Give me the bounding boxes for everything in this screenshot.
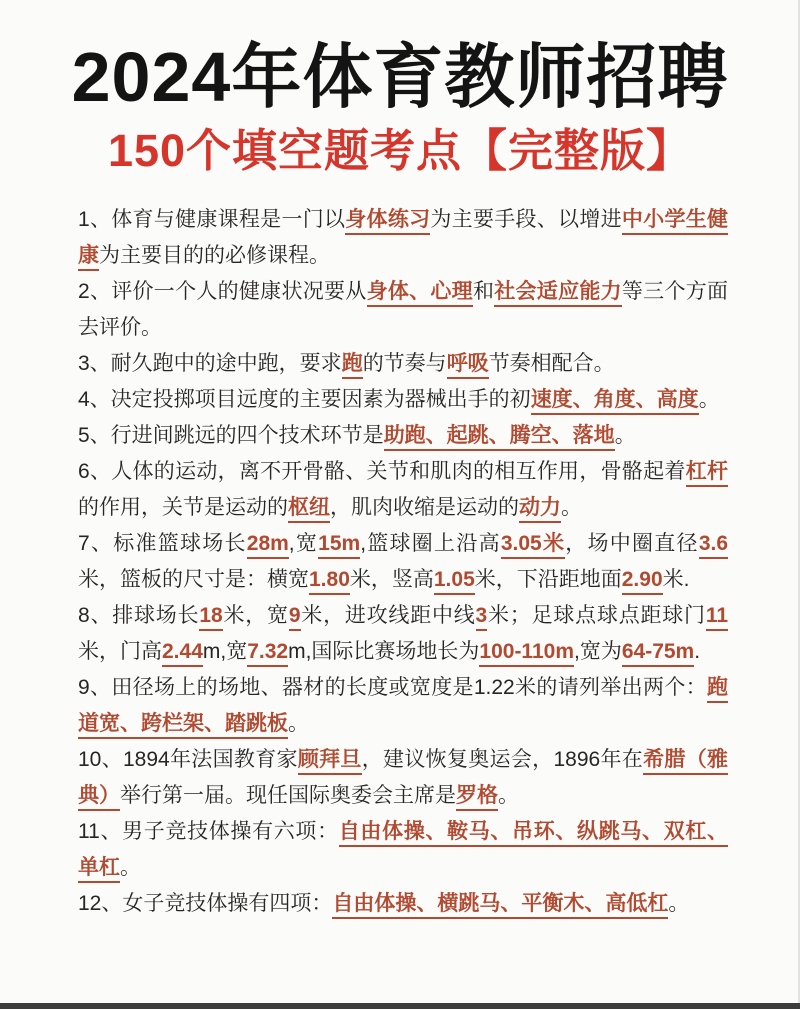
item-text: m,国际比赛场地长为 xyxy=(288,640,480,663)
item-text: 5、行进间跳远的四个技术环节是 xyxy=(78,424,384,447)
item-text: 。 xyxy=(698,388,720,411)
item-text: 7、标准篮球场长 xyxy=(78,532,247,555)
item-text: 的节奏与 xyxy=(362,352,447,375)
item-text: m,宽 xyxy=(202,640,248,663)
item-text: ,宽为 xyxy=(574,640,622,663)
list-item xyxy=(78,742,728,814)
item-text: 。 xyxy=(614,424,636,447)
answer-highlight: 9 xyxy=(289,604,301,631)
answer-highlight: 社会适应能力 xyxy=(494,280,622,307)
answer-highlight: 1.05 xyxy=(434,568,475,595)
answer-highlight: 身体练习 xyxy=(345,208,430,235)
answer-highlight: 100-110m xyxy=(479,640,574,667)
item-text: 米，宽 xyxy=(222,604,289,627)
answer-highlight: 28m xyxy=(247,532,289,559)
item-text: 1、体育与健康课程是一门以 xyxy=(78,208,346,231)
list-item xyxy=(78,382,728,418)
item-text: . xyxy=(694,640,701,663)
item-text: 8、排球场长 xyxy=(78,604,200,627)
answer-highlight: 跑道宽、跨栏架、踏跳板 xyxy=(78,676,728,739)
item-text: ，场中圈直径 xyxy=(565,532,699,555)
bottom-edge-bar xyxy=(0,1003,800,1009)
answer-highlight: 动力 xyxy=(519,496,561,523)
answer-highlight: 罗格 xyxy=(456,784,498,811)
list-item xyxy=(78,814,728,886)
item-text: ,篮球圈上沿高 xyxy=(360,532,501,555)
item-text: 。 xyxy=(561,496,582,519)
exam-points-list xyxy=(78,202,728,922)
item-text: 。 xyxy=(288,712,309,735)
list-item xyxy=(78,274,728,346)
item-text: 的作用，关节是运动的 xyxy=(78,496,288,519)
page-subtitle: 150个填空题考点【完整版】 xyxy=(107,125,693,176)
item-text: 为主要目的的必修课程。 xyxy=(99,244,330,267)
item-text: 11、男子竞技体操有六项： xyxy=(78,820,339,843)
answer-highlight: 3.6 xyxy=(699,532,728,559)
answer-highlight: 跑 xyxy=(342,352,363,379)
list-item xyxy=(78,202,728,274)
item-text: ，肌肉收缩是运动的 xyxy=(330,496,519,519)
page-title: 2024年体育教师招聘 xyxy=(71,38,729,116)
item-text: ,宽 xyxy=(288,532,319,555)
item-text: 为主要手段、以增进 xyxy=(430,208,622,231)
item-text: 米，门高 xyxy=(78,640,162,663)
answer-highlight: 2.90 xyxy=(622,568,663,595)
item-text: 2、评价一个人的健康状况要从 xyxy=(78,280,367,303)
answer-highlight: 11 xyxy=(706,604,728,631)
answer-highlight: 身体、心理 xyxy=(367,280,473,307)
answer-highlight: 呼吸 xyxy=(447,352,489,379)
answer-highlight: 助跑、起跳、腾空、落地 xyxy=(384,424,615,451)
item-text: 节奏相配合。 xyxy=(488,352,615,375)
answer-highlight: 18 xyxy=(199,604,222,631)
answer-highlight: 64-75m xyxy=(622,640,694,667)
answer-highlight: 自由体操、横跳马、平衡木、高低杠 xyxy=(332,892,668,919)
answer-highlight: 速度、角度、高度 xyxy=(531,388,699,415)
answer-highlight: 中小学生健康 xyxy=(78,208,728,271)
answer-highlight: 自由体操、鞍马、吊环、纵跳马、双杠、单杠 xyxy=(78,820,728,883)
item-text: 米，下沿距地面 xyxy=(474,568,622,591)
answer-highlight: 杠杆 xyxy=(686,460,728,487)
answer-highlight: 3 xyxy=(476,604,488,631)
item-text: 9、田径场上的场地、器材的长度或宽度是1.22米的请列举出两个： xyxy=(78,676,707,699)
list-item xyxy=(78,526,728,598)
item-text: 米，篮板的尺寸是：横宽 xyxy=(78,568,309,591)
item-text: 3、耐久跑中的途中跑，要求 xyxy=(78,352,342,375)
item-text: 米，竖高 xyxy=(349,568,434,591)
list-item xyxy=(78,886,728,922)
answer-highlight: 7.32 xyxy=(247,640,288,667)
list-item xyxy=(78,598,728,670)
answer-highlight: 15m xyxy=(318,532,360,559)
item-text: 等三个方面去评价。 xyxy=(78,280,729,339)
item-text: 米. xyxy=(662,568,690,591)
item-text: 举行第一届。现任国际奥委会主席是 xyxy=(120,784,456,807)
item-text: 。 xyxy=(498,784,519,807)
list-item xyxy=(78,670,728,742)
list-item xyxy=(78,418,728,454)
answer-highlight: 1.80 xyxy=(309,568,350,595)
list-item xyxy=(78,346,728,382)
item-text: ，建议恢复奥运会，1896年在 xyxy=(361,748,644,771)
item-text: 4、决定投掷项目远度的主要因素为器械出手的初 xyxy=(78,388,531,411)
list-item xyxy=(78,454,728,526)
item-text: 和 xyxy=(472,280,495,303)
item-text: 10、1894年法国教育家 xyxy=(78,748,298,771)
answer-highlight: 希腊（雅典） xyxy=(78,748,728,811)
answer-highlight: 顾拜旦 xyxy=(298,748,362,775)
item-text: 。 xyxy=(120,856,141,879)
answer-highlight: 2.44 xyxy=(162,640,203,667)
item-text: 12、女子竞技体操有四项： xyxy=(78,892,333,915)
item-text: 6、人体的运动，离不开骨骼、关节和肌肉的相互作用，骨骼起着 xyxy=(78,460,686,483)
item-text: 米；足球点球点距球门 xyxy=(487,604,706,627)
item-text: 米，进攻线距中线 xyxy=(300,604,476,627)
answer-highlight: 枢纽 xyxy=(288,496,330,523)
answer-highlight: 3.05米 xyxy=(501,532,565,559)
item-text: 。 xyxy=(668,892,690,915)
